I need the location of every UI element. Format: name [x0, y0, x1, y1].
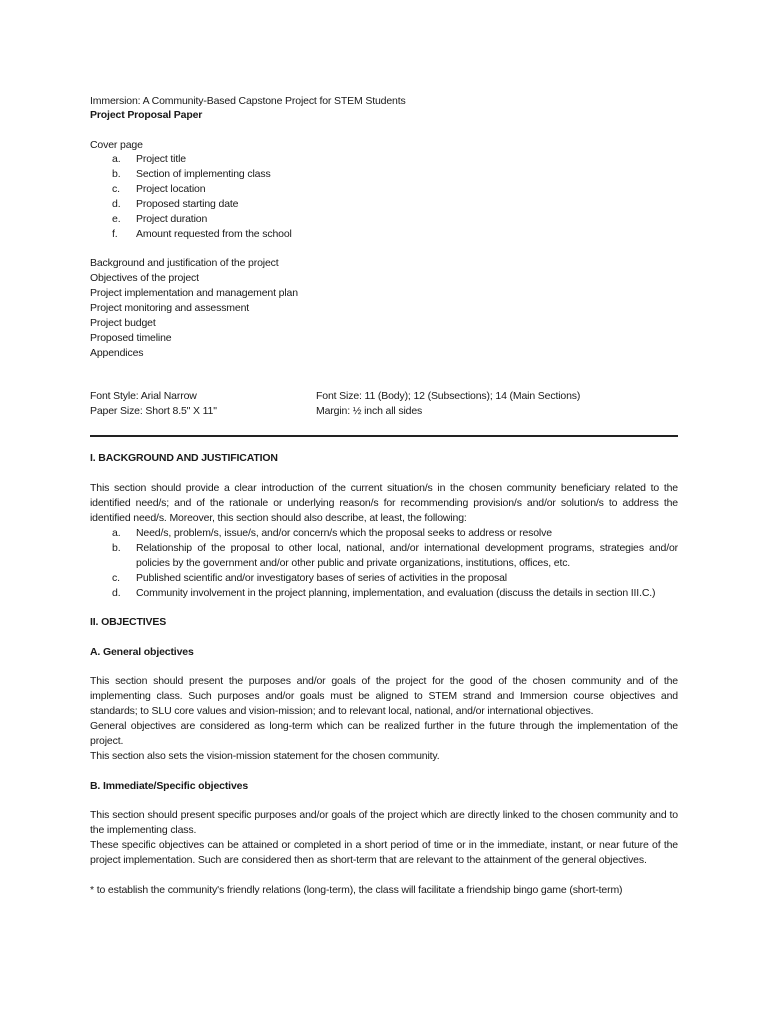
section-heading-background: I. BACKGROUND AND JUSTIFICATION — [90, 452, 278, 464]
course-title: Immersion: A Community-Based Capstone Project for STEM Students — [90, 95, 406, 107]
list-item: Appendices — [90, 347, 144, 359]
list-item: b. Section of implementing class — [112, 168, 271, 180]
cover-page-heading: Cover page — [90, 139, 143, 151]
list-item: Background and justification of the project — [90, 257, 279, 269]
paragraph: This section should present the purposes and/or goals of the project for the good of the chosen community and of the implementing class. Such purposes and/or goals must be aligned to STEM strand and Immersion course objectives and standards; to SLU core values and vision-mission; and to relevant local, national, and/or international objectives. — [90, 675, 678, 717]
document-title: Project Proposal Paper — [90, 109, 203, 121]
general-objectives-body — [90, 674, 678, 764]
list-item: e. Project duration — [112, 213, 208, 225]
paragraph: These specific objectives can be attained or completed in a short period of time or in the immediate, instant, or near future of the project implementation. Such are considered then as short-term that are relevant to the attainment of the general objectives. — [90, 839, 678, 866]
list-item: c. Project location — [112, 183, 206, 195]
subsection-heading-general: A. General objectives — [90, 646, 194, 658]
list-item: d. Proposed starting date — [112, 198, 239, 210]
section-heading-objectives: II. OBJECTIVES — [90, 616, 167, 628]
format-specs — [90, 389, 678, 419]
paper-size-spec: Paper Size: Short 8.5" X 11" — [90, 405, 217, 417]
list-item: Proposed timeline — [90, 332, 172, 344]
font-style-spec: Font Style: Arial Narrow — [90, 390, 197, 402]
list-item: Project budget — [90, 317, 156, 329]
list-item: Project monitoring and assessment — [90, 302, 250, 314]
objective-example: * to establish the community's friendly relations (long-term), the class will facilitate a friendship bingo game (short-term) — [90, 884, 623, 896]
list-item: c. Published scientific and/or investigatory bases of series of activities in the proposal — [112, 572, 507, 584]
background-list — [90, 526, 678, 601]
sections-list — [90, 256, 678, 361]
paragraph: This section also sets the vision-mission statement for the chosen community. — [90, 750, 440, 762]
background-intro: This section should provide a clear introduction of the current situation/s in the chosen community beneficiary related to the identified need/s; and of the rationale or underlying reason/s for recommending provision/s and/or solution/s to address the identified need/s. Moreover, this section should also describe, at least, the following: — [90, 482, 678, 524]
list-item: a. Need/s, problem/s, issue/s, and/or concern/s which the proposal seeks to address or resolve — [112, 527, 552, 539]
list-item: b. Relationship of the proposal to other local, national, and/or international development programs, strategies and/or policies by the government and/or other public and private organizations, institutions, offices, etc. — [112, 542, 678, 569]
margin-spec: Margin: ½ inch all sides — [316, 405, 423, 417]
list-item: d. Community involvement in the project planning, implementation, and evaluation (discuss the details in section III.C.) — [112, 587, 656, 599]
specific-objectives-body — [90, 808, 678, 868]
list-item: f. Amount requested from the school — [112, 228, 292, 240]
font-size-spec: Font Size: 11 (Body); 12 (Subsections); 14 (Main Sections) — [316, 390, 581, 402]
list-item: a. Project title — [112, 153, 186, 165]
horizontal-divider — [90, 435, 678, 437]
paragraph: General objectives are considered as long-term which can be realized further in the future through the implementation of the project. — [90, 720, 678, 747]
subsection-heading-specific: B. Immediate/Specific objectives — [90, 780, 249, 792]
list-item: Project implementation and management plan — [90, 287, 298, 299]
paragraph: This section should present specific purposes and/or goals of the project which are directly linked to the chosen community and to the implementing class. — [90, 809, 678, 836]
list-item: Objectives of the project — [90, 272, 199, 284]
cover-page-list — [90, 152, 678, 242]
